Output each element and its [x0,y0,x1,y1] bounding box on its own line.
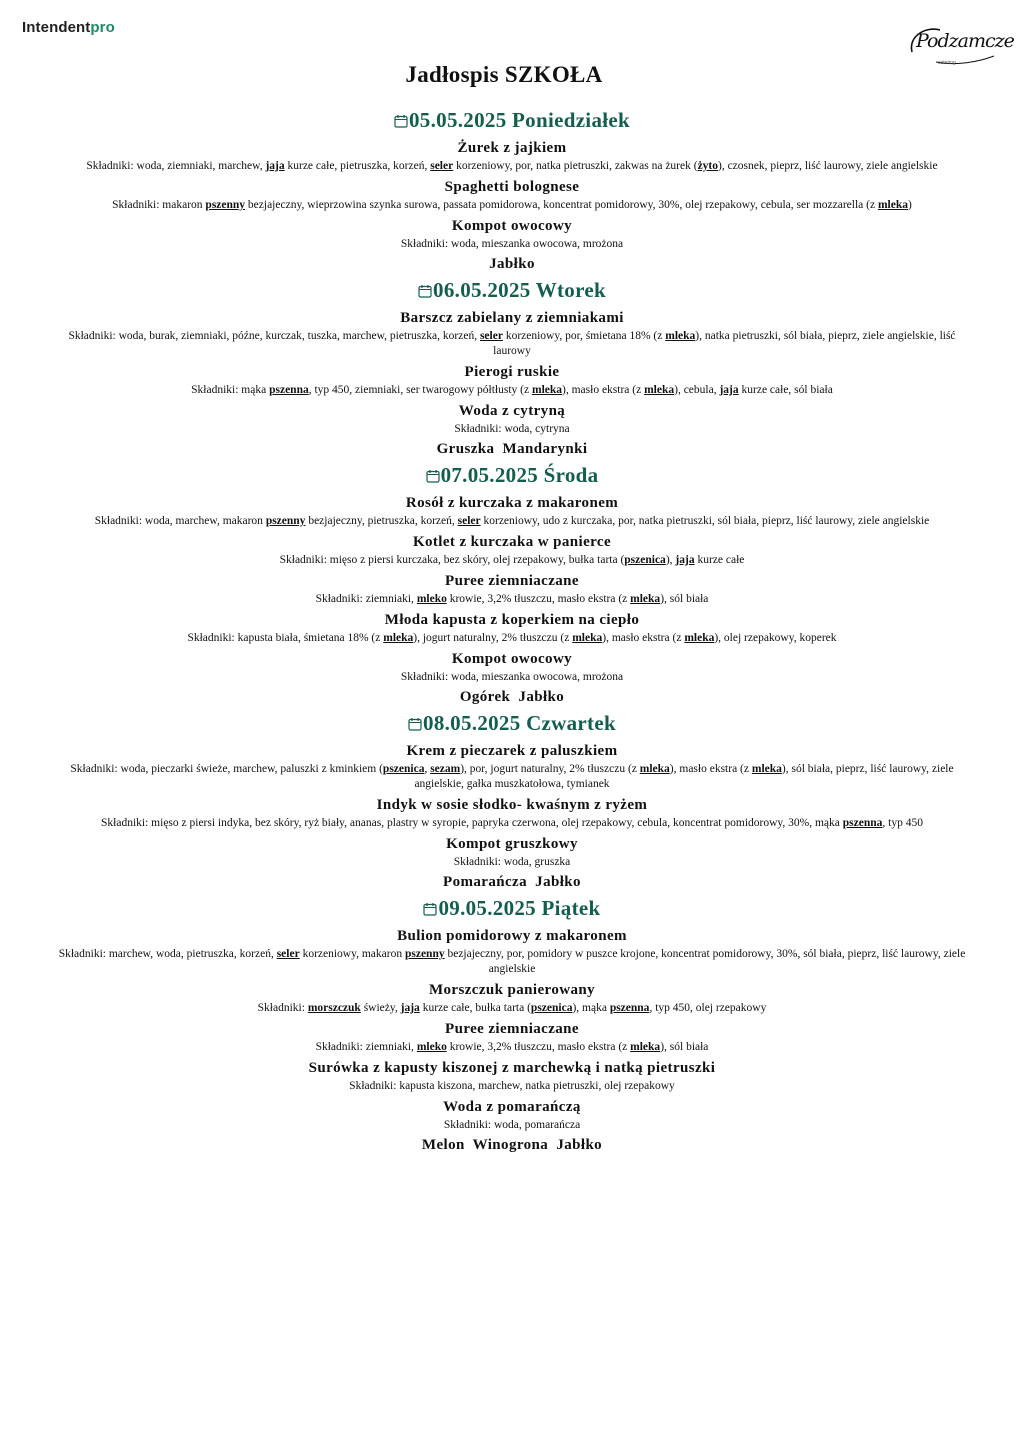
ingredient-text: Składniki: woda, cytryna [454,423,570,435]
allergen: mleka [644,384,675,396]
ingredients [30,1079,994,1094]
allergen: mleka [630,1041,661,1053]
allergen: mleka [877,199,908,211]
dish-name: Indyk w sosie słodko- kwaśnym z ryżem [376,797,648,813]
ingredient-text: ) [907,199,912,211]
ingredients [30,383,994,398]
fruits: Gruszka Mandarynki [436,441,588,457]
fruits: Ogórek Jabłko [459,689,565,705]
calendar-icon [408,717,422,731]
allergen: pszenna [842,817,883,829]
allergen: mleka [572,632,603,644]
dish-name: Barszcz zabielany z ziemniakami [400,310,624,326]
ingredient-text: kurze całe, sól biała [738,384,833,396]
ingredient-text: Składniki: woda, gruszka [453,856,571,868]
calendar-icon [418,284,432,298]
day-date: 09.05.2025 Piątek [438,896,601,920]
ingredients [30,762,994,792]
ingredient-text: kurze całe, bułka tarta ( [419,1002,531,1014]
allergen: pszenica [624,554,666,566]
ingredients [30,592,994,607]
ingredient-text: bezjajeczny, por, pomidory w puszce krojone, koncentrat pomidorowy, 30%, sól biała, pieprz, liść laurowy, ziele angielskie [444,948,966,975]
ingredient-text: Składniki: woda, pieczarki świeże, marchew, paluszki z kminkiem ( [70,763,383,775]
allergen: jaja [265,160,285,172]
fruits: Jabłko [489,256,535,272]
day-heading [30,893,994,923]
day-date: 06.05.2025 Wtorek [433,278,606,302]
dish-name: Woda z pomarańczą [443,1099,581,1115]
ingredient-text: Składniki: woda, mieszanka owocowa, mrożona [400,238,624,250]
calendar-icon [394,114,408,128]
ingredient-text: Składniki: mięso z piersi indyka, bez skóry, ryż biały, ananas, plastry w syropie, papryka czerwona, olej rzepakowy, cebula, koncentrat pomidorowy, 30%, mąka [101,817,843,829]
allergen: mleka [531,384,563,396]
dish-name: Kompot owocowy [451,651,573,667]
allergen: morszczuk [307,1002,361,1014]
dish-name: Krem z pieczarek z paluszkiem [406,743,618,759]
ingredient-text: krowie, 3,2% tłuszczu, masło ekstra (z [446,1041,631,1053]
ingredient-text: Składniki: kapusta kiszona, marchew, natka pietruszki, olej rzepakowy [349,1080,675,1092]
allergen: seler [479,330,503,342]
allergen: pszenna [269,384,309,396]
allergen: pszenna [609,1002,650,1014]
ingredient-text: Składniki: ziemniaki, [315,593,417,605]
ingredients [30,631,994,646]
ingredient-text: ), cebula, [674,384,720,396]
dish-name: Spaghetti bolognese [444,179,580,195]
dish-name: Młoda kapusta z koperkiem na ciepło [384,612,640,628]
calendar-icon [426,469,440,483]
ingredient-text: ), masło ekstra (z [602,632,685,644]
dish-name: Bulion pomidorowy z makaronem [397,928,627,944]
allergen: pszenny [265,515,306,527]
dish-name: Pierogi ruskie [464,364,560,380]
ingredient-text: bezjajeczny, wieprzowina szynka surowa, passata pomidorowa, koncentrat pomidorowy, 30%, olej rzepakowy, cebula, ser mozzarella (z [245,199,878,211]
allergen: mleko [416,593,447,605]
ingredients [30,947,994,977]
ingredient-text: Składniki: ziemniaki, [315,1041,417,1053]
allergen: pszenica [382,763,425,775]
ingredients [30,198,994,213]
page-title: Jadłospis SZKOŁA [405,62,603,87]
ingredient-text: kurze całe, pietruszka, korzeń, [284,160,431,172]
ingredient-text: krowie, 3,2% tłuszczu, masło ekstra (z [446,593,631,605]
ingredients [30,553,994,568]
ingredient-text: ), sól biała, pieprz, liść laurowy, ziele angielskie, gałka muszkatołowa, tymianek [414,763,954,790]
allergen: pszenny [205,199,246,211]
allergen: mleka [684,632,715,644]
ingredient-text: korzeniowy, udo z kurczaka, por, natka pietruszki, sól biała, pieprz, liść laurowy, ziele angielskie [480,515,930,527]
ingredient-text: ), mąka [572,1002,610,1014]
menu-list [30,104,994,1155]
dish-name: Surówka z kapusty kiszonej z marchewką i natką pietruszki [308,1060,716,1076]
allergen: jaja [400,1002,420,1014]
ingredients [30,514,994,529]
ingredient-text: ), olej rzepakowy, koperek [714,632,837,644]
brand-name: Intendent [22,19,91,36]
allergen: jaja [675,554,695,566]
ingredients [30,422,994,437]
ingredient-text: , typ 450 [882,817,923,829]
ingredient-text: kurze całe [694,554,745,566]
ingredient-text: , [424,763,431,775]
allergen: żyto [697,160,718,172]
dish-name: Puree ziemniaczane [445,1021,579,1037]
allergen: mleka [751,763,782,775]
ingredient-text: ), czosnek, pieprz, liść laurowy, ziele angielskie [718,160,938,172]
ingredients [30,1118,994,1133]
allergen: mleka [665,330,696,342]
day-heading [30,275,994,305]
brand-logo [22,19,115,36]
day-heading [30,708,994,738]
logo-text: Podzamcze [916,30,1014,52]
dish-name: Kompot owocowy [451,218,573,234]
ingredient-text: Składniki: woda, marchew, makaron [94,515,266,527]
ingredient-text: ), natka pietruszki, sól biała, pieprz, ziele angielskie, liść laurowy [493,330,956,357]
allergen: pszenny [404,948,445,960]
dish-name: Żurek z jajkiem [457,140,567,156]
ingredient-text: Składniki: woda, burak, ziemniaki, późne, kurczak, tuszka, marchew, pietruszka, korzeń, [68,330,480,342]
ingredient-text: korzeniowy, makaron [299,948,405,960]
ingredient-text: ), sól biała [660,1041,709,1053]
ingredient-text: bezjajeczny, pietruszka, korzeń, [305,515,458,527]
ingredient-text: ), masło ekstra (z [562,384,645,396]
ingredient-text: Składniki: mąka [191,384,270,396]
allergen: seler [430,160,454,172]
ingredient-text: korzeniowy, por, śmietana 18% (z [502,330,666,342]
dish-name: Kotlet z kurczaka w panierce [412,534,612,550]
ingredients [30,816,994,831]
dish-name: Morszczuk panierowany [428,982,596,998]
ingredient-text: ), jogurt naturalny, 2% tłuszczu (z [413,632,573,644]
ingredient-text: Składniki: woda, pomarańcza [443,1119,581,1131]
day-date: 05.05.2025 Poniedziałek [409,108,630,132]
dish-name: Rosół z kurczaka z makaronem [405,495,619,511]
ingredient-text: Składniki: kapusta biała, śmietana 18% (z [187,632,384,644]
ingredient-text: Składniki: woda, ziemniaki, marchew, [86,160,266,172]
day-heading [30,460,994,490]
day-date: 08.05.2025 Czwartek [423,711,616,735]
allergen: mleka [630,593,661,605]
allergen: mleko [416,1041,447,1053]
ingredient-text: , typ 450, olej rzepakowy [649,1002,767,1014]
ingredient-text: ), por, jogurt naturalny, 2% tłuszczu (z [460,763,640,775]
ingredients [30,670,994,685]
allergen: mleka [639,763,670,775]
ingredients [30,329,994,359]
day-heading [30,105,994,135]
dish-name: Kompot gruszkowy [446,836,578,852]
dish-name: Puree ziemniaczane [445,573,579,589]
ingredient-text: Składniki: marchew, woda, pietruszka, korzeń, [58,948,277,960]
ingredients [30,1001,994,1016]
fruits: Melon Winogrona Jabłko [421,1137,603,1153]
dish-name: Woda z cytryną [458,403,566,419]
ingredients [30,1040,994,1055]
allergen: seler [457,515,481,527]
ingredient-text: Składniki: mięso z piersi kurczaka, bez skóry, olej rzepakowy, bułka tarta ( [279,554,625,566]
ingredient-text: świeży, [360,1002,401,1014]
ingredient-text: Składniki: makaron [112,199,206,211]
ingredients [30,855,994,870]
allergen: seler [276,948,300,960]
logo-subtext: catering [938,60,956,66]
ingredient-text: Składniki: [257,1002,308,1014]
allergen: sezam [430,763,461,775]
day-date: 07.05.2025 Środa [440,463,599,487]
calendar-icon [423,902,437,916]
ingredient-text: , typ 450, ziemniaki, ser twarogowy półtłusty (z [308,384,532,396]
allergen: pszenica [530,1002,573,1014]
fruits: Pomarańcza Jabłko [443,874,581,890]
allergen: jaja [719,384,739,396]
ingredient-text: ), sól biała [660,593,709,605]
ingredients [30,159,994,174]
ingredient-text: ), masło ekstra (z [669,763,752,775]
ingredients [30,237,994,252]
allergen: mleka [383,632,414,644]
ingredient-text: ), [665,554,676,566]
brand-suffix: pro [90,19,115,36]
ingredient-text: Składniki: woda, mieszanka owocowa, mrożona [400,671,624,683]
ingredient-text: korzeniowy, por, natka pietruszki, zakwas na żurek ( [453,160,698,172]
